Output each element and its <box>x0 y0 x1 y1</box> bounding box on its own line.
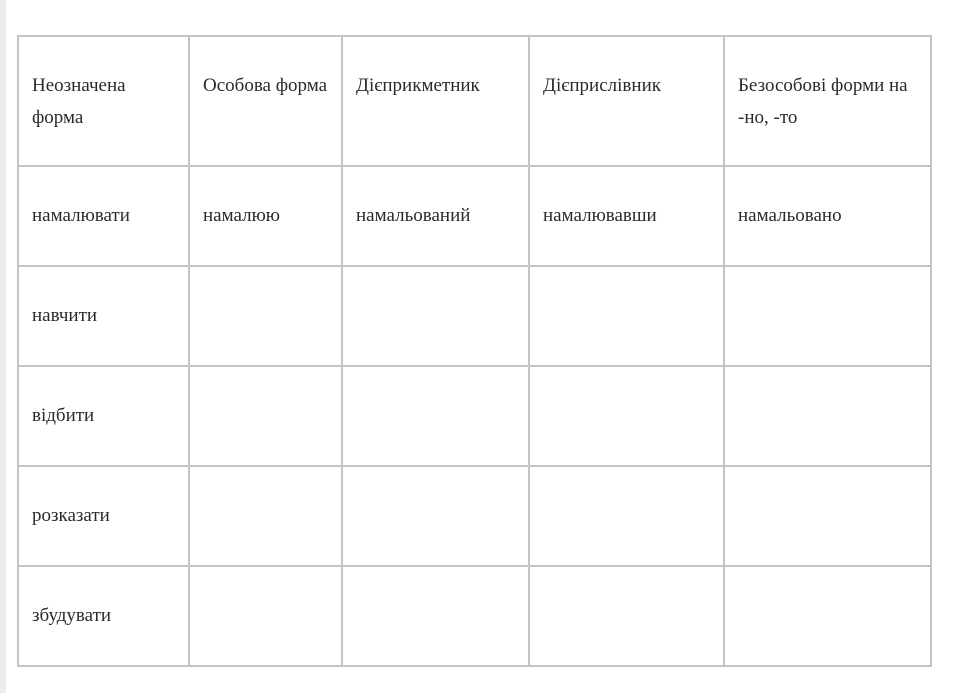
table-cell[interactable] <box>189 566 342 666</box>
table-cell[interactable] <box>529 266 724 366</box>
table-cell[interactable] <box>189 266 342 366</box>
header-participle: Дієприкметник <box>342 36 529 166</box>
header-impersonal-forms: Безособові форми на -но, -то <box>724 36 931 166</box>
table-cell[interactable]: намалюю <box>189 166 342 266</box>
verb-forms-table <box>17 35 932 667</box>
table-cell[interactable]: намалювавши <box>529 166 724 266</box>
left-edge-strip <box>0 0 6 693</box>
table-cell: розказати <box>18 466 189 566</box>
table-row <box>18 366 931 466</box>
table-cell[interactable] <box>724 566 931 666</box>
table-cell: збудувати <box>18 566 189 666</box>
header-personal-form: Особова форма <box>189 36 342 166</box>
header-adverbial-participle: Дієприслівник <box>529 36 724 166</box>
table-row <box>18 566 931 666</box>
table-cell[interactable] <box>724 266 931 366</box>
table-cell[interactable] <box>529 366 724 466</box>
table-cell[interactable] <box>342 466 529 566</box>
table-cell[interactable] <box>189 466 342 566</box>
table-cell[interactable]: намальований <box>342 166 529 266</box>
table-cell[interactable] <box>724 366 931 466</box>
table-cell[interactable] <box>529 566 724 666</box>
table-header-row <box>18 36 931 166</box>
table-cell[interactable] <box>342 266 529 366</box>
table-row <box>18 266 931 366</box>
header-infinitive: Неозначена форма <box>18 36 189 166</box>
table-cell[interactable]: намальовано <box>724 166 931 266</box>
table-row <box>18 166 931 266</box>
table-cell[interactable] <box>342 566 529 666</box>
table-cell[interactable] <box>529 466 724 566</box>
table-cell[interactable] <box>724 466 931 566</box>
table-cell[interactable] <box>342 366 529 466</box>
table-cell: відбити <box>18 366 189 466</box>
table-row <box>18 466 931 566</box>
table-cell: навчити <box>18 266 189 366</box>
table-cell: намалювати <box>18 166 189 266</box>
table-cell[interactable] <box>189 366 342 466</box>
